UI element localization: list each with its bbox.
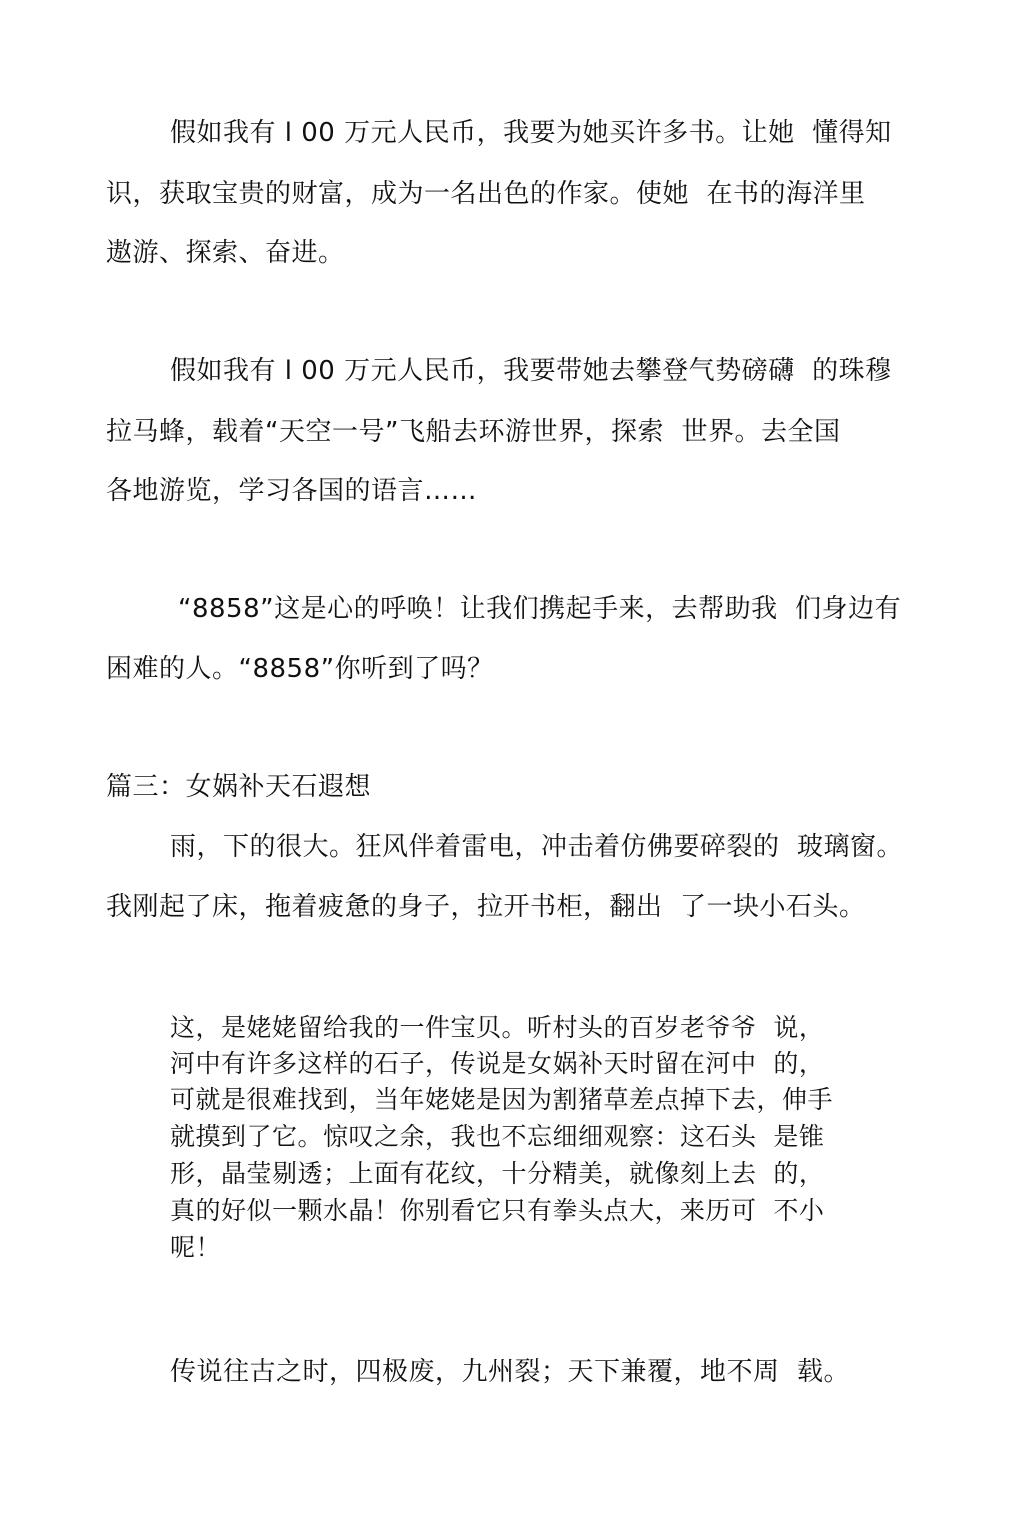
paragraph-5-line-4: 就摸到了它。惊叹之余，我也不忘细细观察：这石头 是锥	[170, 1122, 825, 1151]
paragraph-4-line-2: 我刚起了床，拖着疲惫的身子，拉开书柜，翻出 了一块小石头。	[106, 892, 866, 922]
paragraph-5-line-3: 可就是很难找到，当年姥姥是因为割猪草差点掉下去，伸手	[170, 1085, 834, 1114]
section-heading: 篇三：女娲补天石遐想	[106, 772, 372, 802]
paragraph-5-line-1: 这，是姥姥留给我的一件宝贝。听村头的百岁老爷爷 说，	[170, 1013, 825, 1042]
paragraph-5-line-5: 形，晶莹剔透；上面有花纹，十分精美，就像刻上去 的，	[170, 1159, 825, 1188]
paragraph-6-line-1: 传说往古之时，四极废，九州裂；天下兼覆，地不周 载。	[170, 1357, 851, 1387]
paragraph-1-line-2: 识，获取宝贵的财富，成为一名出色的作家。使她 在书的海洋里	[106, 179, 866, 209]
paragraph-2-line-3: 各地游览，学习各国的语言……	[106, 476, 478, 506]
paragraph-2-line-2: 拉马蜂，载着“天空一号”飞船去环游世界，探索 世界。去全国	[106, 417, 841, 447]
paragraph-2-line-1: 假如我有 l 00 万元人民币，我要带她去攀登气势磅礴 的珠穆	[170, 356, 892, 386]
paragraph-3-line-2: 困难的人。“8858”你听到了吗？	[106, 654, 494, 684]
paragraph-1-line-1: 假如我有 l 00 万元人民币，我要为她买许多书。让她 懂得知	[170, 118, 892, 148]
paragraph-5-line-6: 真的好似一颗水晶！你别看它只有拳头点大，来历可 不小	[170, 1196, 825, 1225]
paragraph-5-line-2: 河中有许多这样的石子，传说是女娲补天时留在河中 的，	[170, 1049, 825, 1078]
paragraph-5-line-7: 呢！	[170, 1233, 222, 1262]
paragraph-4-line-1: 雨，下的很大。狂风伴着雷电，冲击着仿佛要碎裂的 玻璃窗。	[170, 832, 904, 862]
paragraph-3-line-1: “8858”这是心的呼唤！让我们携起手来，去帮助我 们身边有	[178, 594, 902, 624]
paragraph-1-line-3: 遨游、探索、奋进。	[106, 238, 345, 268]
